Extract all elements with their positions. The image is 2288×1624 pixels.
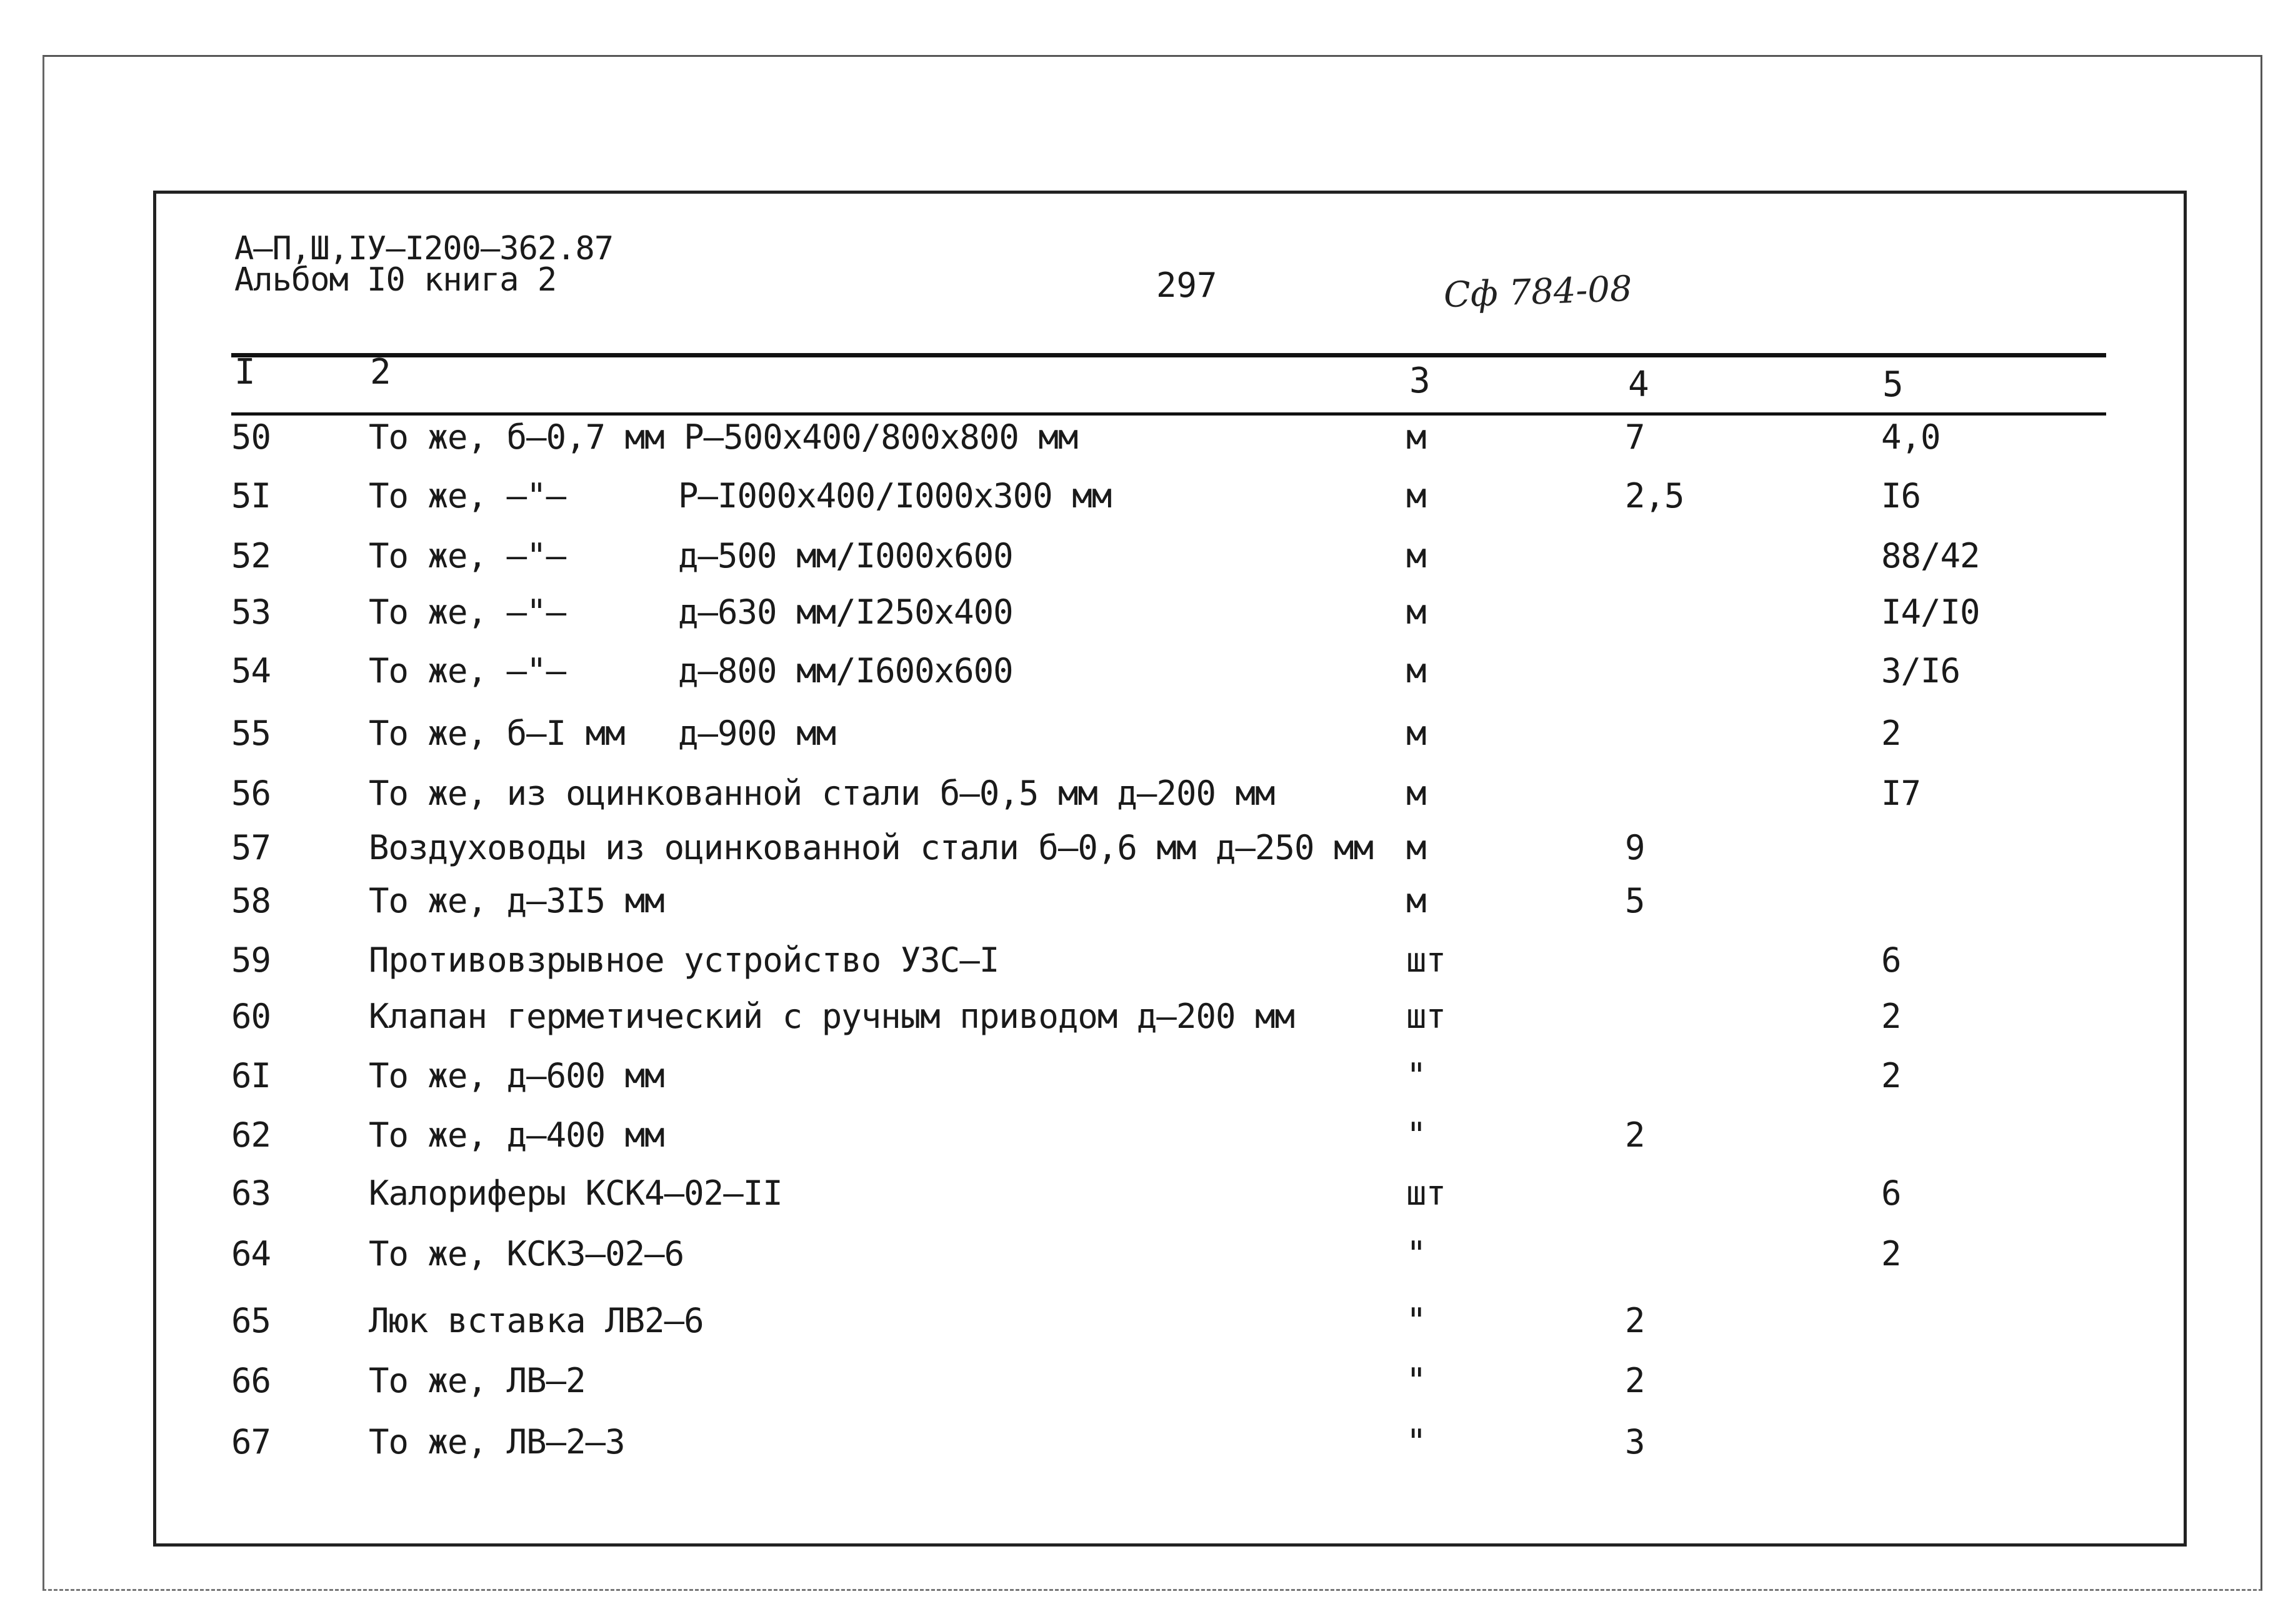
unit: м: [1406, 651, 1426, 690]
row-number: 5I: [231, 476, 271, 516]
item-spec: д–630 мм/I250х400: [678, 592, 1013, 632]
column-header-5: 5: [1882, 364, 1904, 405]
item-name: Воздуховоды из оцинкованной стали б–0,6 мм д–250 мм: [369, 828, 1374, 867]
table-row: [0, 881, 2288, 937]
item-name: Противовзрывное устройство УЗС–I: [369, 940, 999, 980]
table-row: [0, 417, 2288, 474]
unit: м: [1406, 881, 1426, 920]
unit: ": [1406, 1361, 1426, 1400]
item-name: То же, б–0,7 мм Р–500х400/800х800 мм: [369, 417, 1078, 457]
row-number: 55: [231, 714, 271, 753]
quantity-col4: 2: [1625, 1115, 1645, 1155]
table-row: [0, 476, 2288, 532]
quantity-col4: 7: [1625, 417, 1645, 457]
quantity-col5: 2: [1881, 997, 1901, 1036]
quantity-col5: I7: [1881, 774, 1921, 813]
row-number: 64: [231, 1234, 271, 1273]
table-row: [0, 714, 2288, 770]
quantity-col5: 4,0: [1881, 417, 1941, 457]
unit: ": [1406, 1301, 1426, 1340]
quantity-col5: 6: [1881, 940, 1901, 980]
column-header-1: I: [234, 352, 256, 392]
item-name: Калориферы КСК4–02–II: [369, 1173, 782, 1213]
table-header-rule: [231, 412, 2106, 416]
item-name: То же, –"–: [369, 476, 566, 516]
table-row: [0, 1115, 2288, 1172]
quantity-col5: 2: [1881, 714, 1901, 753]
item-name: То же, ЛВ–2–3: [369, 1422, 625, 1462]
column-header-4: 4: [1628, 364, 1649, 405]
table-row: [0, 828, 2288, 884]
item-spec: д–500 мм/I000х600: [678, 536, 1013, 575]
item-name: То же, из оцинкованной стали б–0,5 мм д–200 мм: [369, 774, 1275, 813]
item-name: То же, –"–: [369, 651, 566, 690]
table-row: [0, 592, 2288, 649]
item-name: То же, б–I мм: [369, 714, 625, 753]
row-number: 52: [231, 536, 271, 575]
unit: шт: [1406, 997, 1446, 1036]
row-number: 66: [231, 1361, 271, 1400]
unit: ": [1406, 1422, 1426, 1462]
row-number: 58: [231, 881, 271, 920]
unit: м: [1406, 774, 1426, 813]
quantity-col5: 3/I6: [1881, 651, 1961, 690]
quantity-col4: 9: [1625, 828, 1645, 867]
item-spec: д–900 мм: [678, 714, 836, 753]
item-name: То же, д–3I5 мм: [369, 881, 664, 920]
column-header-3: 3: [1409, 361, 1431, 401]
table-row: [0, 1056, 2288, 1112]
unit: ": [1406, 1115, 1426, 1155]
album-title: Альбом I0 книга 2: [234, 261, 557, 299]
column-header-2: 2: [370, 352, 391, 392]
table-row: [0, 997, 2288, 1053]
handwritten-stamp: Сф 784-08: [1442, 268, 1633, 316]
row-number: 67: [231, 1422, 271, 1462]
row-number: 63: [231, 1173, 271, 1213]
table-row: [0, 1301, 2288, 1357]
row-number: 59: [231, 940, 271, 980]
unit: ": [1406, 1056, 1426, 1095]
unit: ": [1406, 1234, 1426, 1273]
quantity-col4: 2: [1625, 1301, 1645, 1340]
table-row: [0, 1173, 2288, 1230]
table-top-rule: [231, 353, 2106, 357]
item-name: То же, –"–: [369, 592, 566, 632]
item-name: То же, д–600 мм: [369, 1056, 664, 1095]
table-row: [0, 651, 2288, 707]
quantity-col5: I4/I0: [1881, 592, 1980, 632]
quantity-col5: 2: [1881, 1234, 1901, 1273]
row-number: 53: [231, 592, 271, 632]
quantity-col4: 3: [1625, 1422, 1645, 1462]
row-number: 50: [231, 417, 271, 457]
row-number: 65: [231, 1301, 271, 1340]
item-name: То же, КСК3–02–6: [369, 1234, 684, 1273]
unit: м: [1406, 417, 1426, 457]
item-name: То же, ЛВ–2: [369, 1361, 586, 1400]
item-spec: Р–I000х400/I000х300 мм: [678, 476, 1112, 516]
table-row: [0, 1234, 2288, 1290]
unit: м: [1406, 714, 1426, 753]
unit: м: [1406, 592, 1426, 632]
unit: шт: [1406, 940, 1446, 980]
quantity-col5: 6: [1881, 1173, 1901, 1213]
table-row: [0, 1361, 2288, 1417]
table-row: [0, 1422, 2288, 1478]
table-row: [0, 774, 2288, 830]
unit: м: [1406, 476, 1426, 516]
item-name: Клапан герметический с ручным приводом д–200 мм: [369, 997, 1295, 1036]
item-spec: д–800 мм/I600х600: [678, 651, 1013, 690]
row-number: 57: [231, 828, 271, 867]
row-number: 54: [231, 651, 271, 690]
unit: шт: [1406, 1173, 1446, 1213]
quantity-col5: 88/42: [1881, 536, 1980, 575]
page-number: 297: [1156, 266, 1217, 305]
table-row: [0, 536, 2288, 592]
item-name: Люк вставка ЛВ2–6: [369, 1301, 704, 1340]
row-number: 56: [231, 774, 271, 813]
quantity-col5: 2: [1881, 1056, 1901, 1095]
row-number: 60: [231, 997, 271, 1036]
quantity-col4: 5: [1625, 881, 1645, 920]
unit: м: [1406, 828, 1426, 867]
quantity-col4: 2,5: [1625, 476, 1684, 516]
row-number: 62: [231, 1115, 271, 1155]
quantity-col5: I6: [1881, 476, 1921, 516]
row-number: 6I: [231, 1056, 271, 1095]
quantity-col4: 2: [1625, 1361, 1645, 1400]
item-name: То же, –"–: [369, 536, 566, 575]
table-row: [0, 940, 2288, 997]
unit: м: [1406, 536, 1426, 575]
item-name: То же, д–400 мм: [369, 1115, 664, 1155]
document-code: А–П,Ш,IУ–I200–362.87: [234, 230, 614, 267]
